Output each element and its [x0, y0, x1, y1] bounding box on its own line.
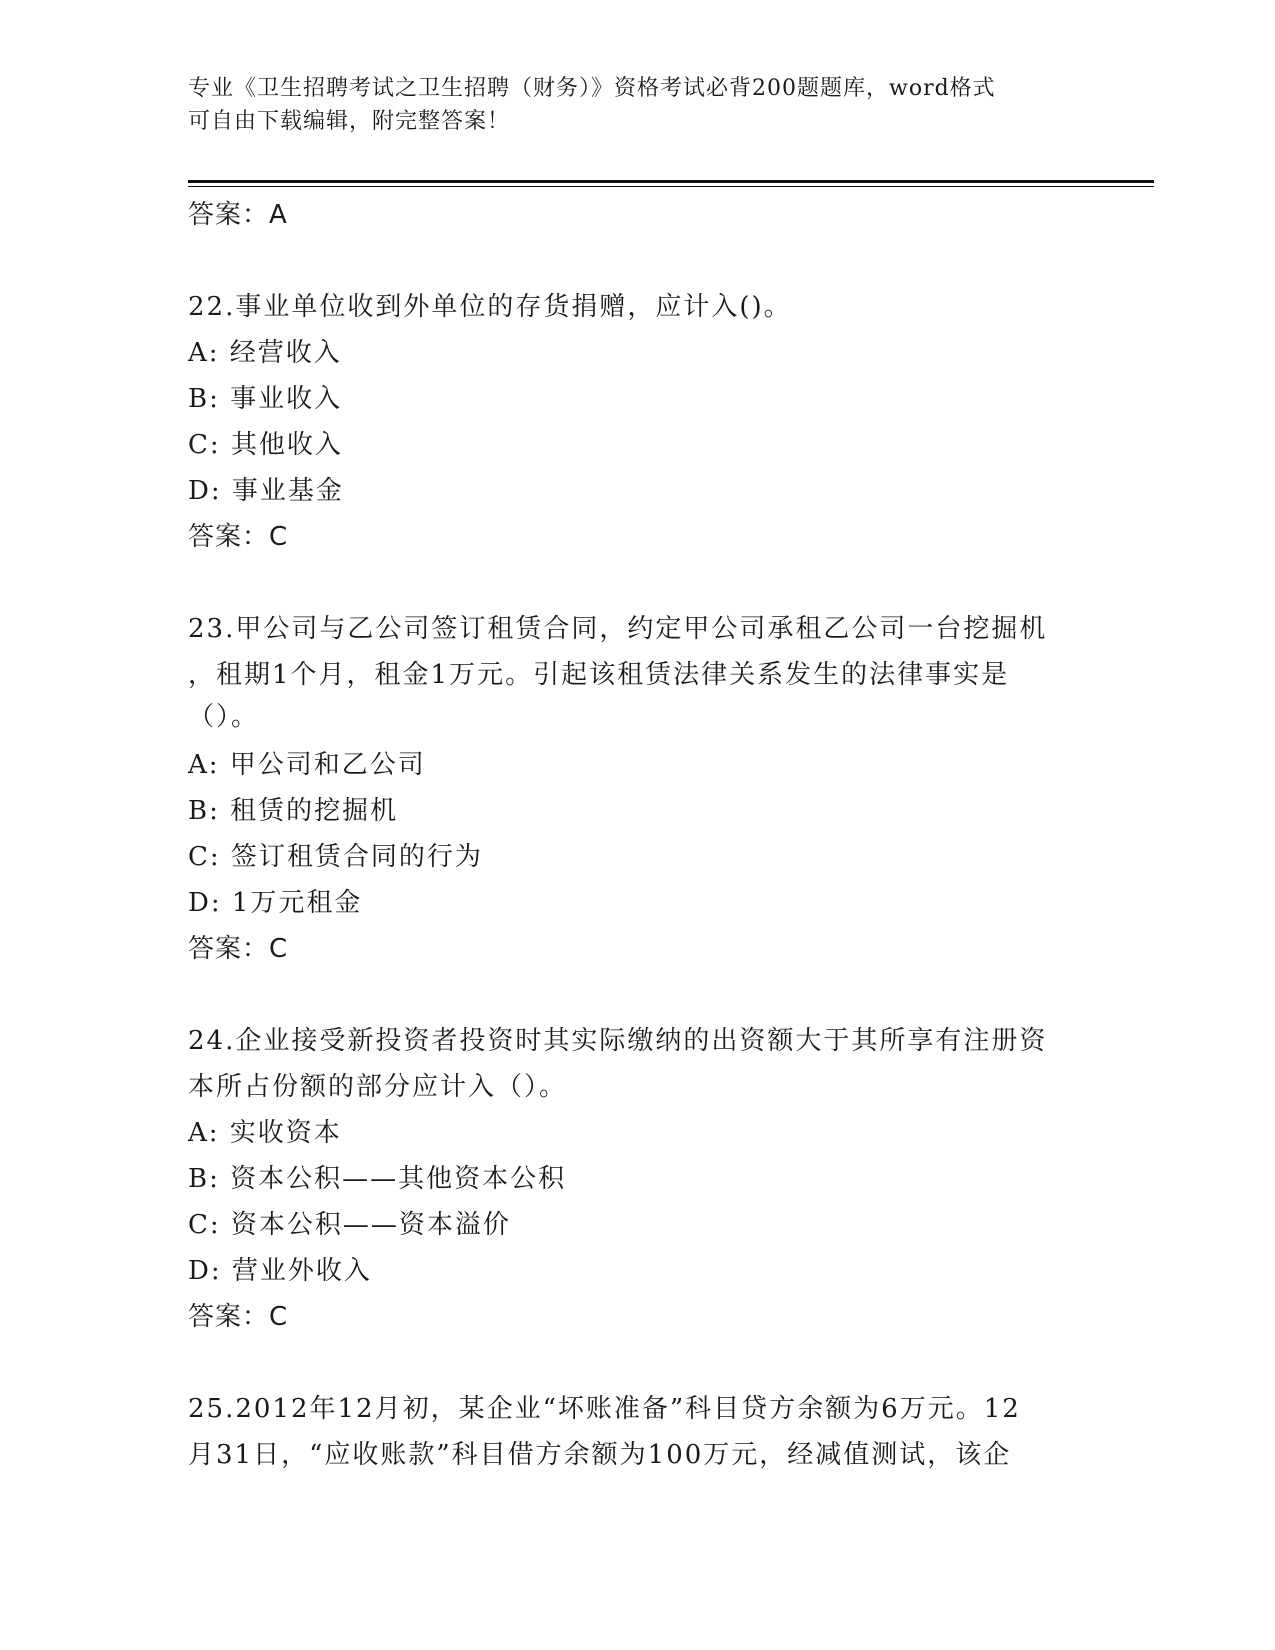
header-line-1: 专业《卫生招聘考试之卫生招聘（财务）》资格考试必背200题题库，word格式 [188, 76, 996, 101]
answer-line: 答案：C [188, 522, 289, 552]
option-d: D: 营业外收入 [188, 1256, 372, 1286]
answer-line: 答案：C [188, 934, 289, 964]
option-a: A: 经营收入 [188, 338, 342, 368]
spacer [188, 1340, 1088, 1386]
option-d: D: 1万元租金 [188, 888, 363, 918]
option-b: B: 租赁的挖掘机 [188, 796, 399, 826]
question-22 [188, 284, 1088, 560]
answer-q21: 答案：A [188, 200, 288, 230]
question-25 [188, 1386, 1088, 1478]
question-stem-line-2: 月31日，“应收账款”科目借方余额为100万元，经减值测试，该企 [188, 1440, 1012, 1470]
option-a: A: 实收资本 [188, 1118, 342, 1148]
spacer [188, 560, 1088, 606]
spacer [188, 972, 1088, 1018]
option-d: D: 事业基金 [188, 476, 344, 506]
question-24 [188, 1018, 1088, 1340]
spacer [188, 238, 1088, 284]
question-stem-line-1: 25.2012年12月初，某企业“坏账准备”科目贷方余额为6万元。12 [188, 1394, 1021, 1424]
question-stem-line-1: 24.企业接受新投资者投资时其实际缴纳的出资额大于其所享有注册资 [188, 1026, 1048, 1056]
question-list [188, 192, 1088, 1478]
option-b: B: 资本公积——其他资本公积 [188, 1164, 567, 1194]
option-c: C: 其他收入 [188, 430, 343, 460]
option-b: B: 事业收入 [188, 384, 343, 414]
question-23 [188, 606, 1088, 972]
question-stem-line-3: （）。 [188, 702, 260, 732]
answer-line: 答案：C [188, 1302, 289, 1332]
option-c: C: 资本公积——资本溢价 [188, 1210, 511, 1240]
question-stem: 22.事业单位收到外单位的存货捐赠，应计入()。 [188, 292, 792, 322]
question-stem-line-2: 本所占份额的部分应计入（）。 [188, 1072, 568, 1102]
header-line-2: 可自由下载编辑，附完整答案！ [188, 109, 511, 134]
header-divider-thick [188, 180, 1154, 183]
option-c: C: 签订租赁合同的行为 [188, 842, 483, 872]
option-a: A: 甲公司和乙公司 [188, 750, 426, 780]
document-header [188, 72, 1088, 138]
header-divider-thin [188, 186, 1154, 187]
question-stem-line-2: ，租期1个月，租金1万元。引起该租赁法律关系发生的法律事实是 [188, 660, 1010, 690]
question-stem-line-1: 23.甲公司与乙公司签订租赁合同，约定甲公司承租乙公司一台挖掘机 [188, 614, 1048, 644]
